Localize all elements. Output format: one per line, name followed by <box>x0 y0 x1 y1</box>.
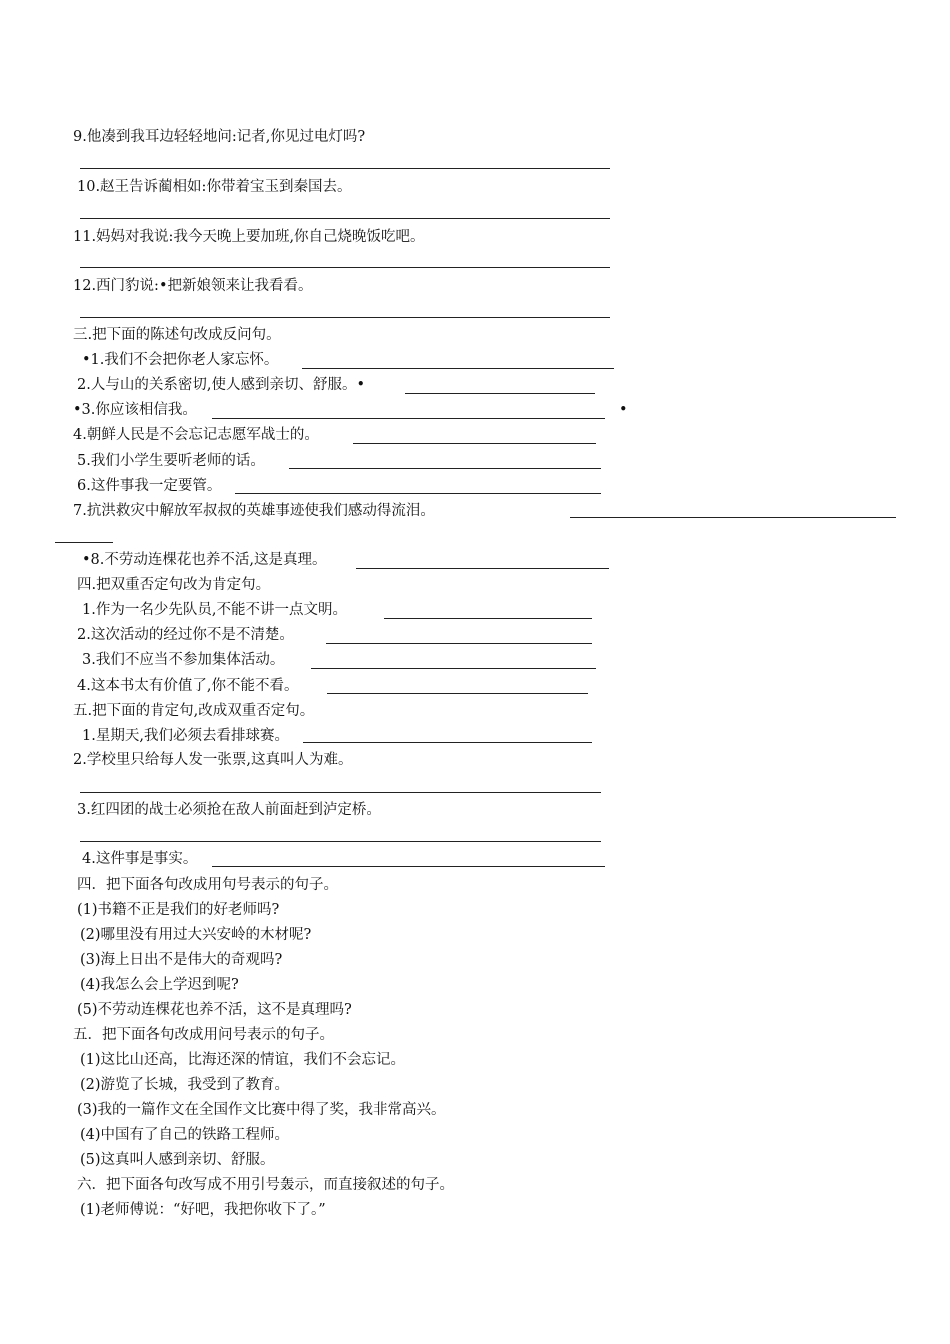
stray-bullet-mark: • <box>619 402 628 418</box>
exercise-line: 4.朝鲜人民是不会忘记志愿军战士的。 <box>73 427 319 443</box>
exercise-line: 7.抗洪救灾中解放军叔叔的英雄事迹使我们感动得流泪。 <box>73 503 435 519</box>
exercise-line: 9.他凑到我耳边轻轻地问:记者,你见过电灯吗? <box>73 129 366 145</box>
answer-blank-line[interactable] <box>80 267 610 268</box>
exercise-line: •1.我们不会把你老人家忘怀。 <box>82 352 279 368</box>
exercise-line: (5)这真叫人感到亲切、舒服。 <box>80 1152 275 1168</box>
exercise-line: 3.红四团的战士必须抢在敌人前面赶到泸定桥。 <box>77 802 381 818</box>
answer-blank-line[interactable] <box>80 317 610 318</box>
exercise-line: •8.不劳动连棵花也养不活,这是真理。 <box>82 552 327 568</box>
answer-blank-line[interactable] <box>80 841 601 842</box>
answer-blank-line[interactable] <box>326 643 592 644</box>
exercise-line: 五．把下面各句改成用问号表示的句子。 <box>73 1027 334 1043</box>
answer-blank-line[interactable] <box>212 866 605 867</box>
exercise-line: (2)游览了长城，我受到了教育。 <box>80 1077 290 1093</box>
exercise-line: 六．把下面各句改写成不用引号轰示，而直接叙述的句子。 <box>77 1177 454 1193</box>
exercise-line: 三.把下面的陈述句改成反问句。 <box>73 327 281 343</box>
exercise-line: 5.我们小学生要听老师的话。 <box>77 453 265 469</box>
answer-blank-line[interactable] <box>311 668 596 669</box>
exercise-line: (4)中国有了自己的铁路工程师。 <box>80 1127 290 1143</box>
exercise-line: (1)老师傅说：“好吧，我把你收下了。” <box>80 1202 326 1218</box>
exercise-line: 6.这件事我一定要管。 <box>77 478 222 494</box>
answer-blank-line[interactable] <box>303 742 592 743</box>
exercise-line: 五.把下面的肯定句,改成双重否定句。 <box>73 703 315 719</box>
exercise-line: •3.你应该相信我。 <box>73 402 197 418</box>
answer-blank-line[interactable] <box>55 542 113 543</box>
exercise-line: 11.妈妈对我说:我今天晚上要加班,你自己烧晚饭吃吧。 <box>73 229 425 245</box>
exercise-line: 1.作为一名少先队员,不能不讲一点文明。 <box>82 602 347 618</box>
exercise-line: 3.我们不应当不参加集体活动。 <box>82 652 285 668</box>
answer-blank-line[interactable] <box>212 418 605 419</box>
exercise-line: 10.赵王告诉蔺相如:你带着宝玉到秦国去。 <box>77 179 352 195</box>
exercise-line: 4.这件事是事实。 <box>82 851 198 867</box>
answer-blank-line[interactable] <box>302 368 614 369</box>
exercise-line: 四．把下面各句改成用句号表示的句子。 <box>77 877 338 893</box>
exercise-line: 四.把双重否定句改为肯定句。 <box>77 577 271 593</box>
answer-blank-line[interactable] <box>384 618 592 619</box>
answer-blank-line[interactable] <box>80 218 610 219</box>
answer-blank-line[interactable] <box>80 168 610 169</box>
answer-blank-line[interactable] <box>235 493 601 494</box>
exercise-line: (2)哪里没有用过大兴安岭的木材呢? <box>80 927 312 943</box>
answer-blank-line[interactable] <box>405 393 595 394</box>
exercise-line: 4.这本书太有价值了,你不能不看。 <box>77 678 299 694</box>
exercise-line: 2.这次活动的经过你不是不清楚。 <box>77 627 294 643</box>
exercise-line: 2.学校里只给每人发一张票,这真叫人为难。 <box>73 752 353 768</box>
answer-blank-line[interactable] <box>289 468 601 469</box>
exercise-line: 2.人与山的关系密切,使人感到亲切、舒服。• <box>77 377 365 393</box>
exercise-line: 12.西门豹说:•把新娘领来让我看看。 <box>73 278 313 294</box>
exercise-line: (1)这比山还高，比海还深的情谊，我们不会忘记。 <box>80 1052 406 1068</box>
exercise-line: (5)不劳动连棵花也养不活，这不是真理吗? <box>77 1002 352 1018</box>
answer-blank-line[interactable] <box>353 443 596 444</box>
exercise-line: 1.星期天,我们必须去看排球赛。 <box>82 728 289 744</box>
exercise-line: (1)书籍不正是我们的好老师吗? <box>77 902 280 918</box>
answer-blank-line[interactable] <box>80 792 601 793</box>
answer-blank-line[interactable] <box>327 693 588 694</box>
exercise-line: (3)我的一篇作文在全国作文比赛中得了奖，我非常高兴。 <box>77 1102 446 1118</box>
answer-blank-line[interactable] <box>356 568 609 569</box>
exercise-line: (4)我怎么会上学迟到呢? <box>80 977 239 993</box>
answer-blank-line[interactable] <box>570 517 896 518</box>
exercise-line: (3)海上日出不是伟大的奇观吗? <box>80 952 283 968</box>
